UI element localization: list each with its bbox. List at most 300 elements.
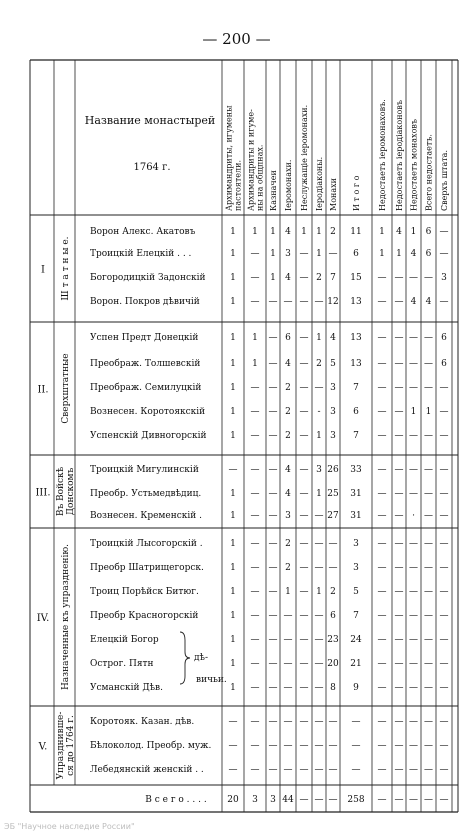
monastery-name: Вознесен. Коротоякскій — [90, 407, 206, 417]
column-header: Архимандриты и игуме- — [246, 109, 256, 211]
cell-value: — — [439, 717, 449, 727]
cell-value: — — [439, 431, 449, 441]
cell-value: — — [394, 683, 404, 693]
cell-value: — — [314, 717, 324, 727]
cell-value: 1 — [230, 683, 236, 693]
cell-value: — — [250, 611, 260, 621]
cell-value: 1 — [230, 297, 236, 307]
column-header: ны на общпнах. — [255, 144, 265, 211]
cell-value: — — [268, 489, 278, 499]
cell-value: 9 — [353, 683, 359, 693]
cell-value: 1 — [230, 383, 236, 393]
monastery-name: Троицкій Елецкій . . . — [90, 249, 192, 259]
cell-value: 1 — [230, 489, 236, 499]
monastery-name: Вознесен. Кременскій . — [90, 511, 202, 521]
cell-value: 5 — [353, 587, 359, 597]
group-roman-numeral: III. — [35, 487, 51, 499]
cell-value: — — [409, 489, 418, 499]
cell-value: 2 — [330, 587, 336, 597]
cell-value: — — [439, 683, 449, 693]
cell-value: — — [377, 431, 387, 441]
cell-value: 4 — [285, 359, 291, 369]
cell-value: 2 — [316, 359, 322, 369]
cell-value: 1 — [270, 273, 276, 283]
cell-value: — — [409, 539, 418, 549]
monastery-name: Острог. Пятн — [90, 659, 154, 669]
cell-value: — — [268, 683, 278, 693]
group-roman-numeral: I — [41, 264, 45, 276]
monastery-name: Троиц Порѣйск Битюг. — [90, 587, 199, 597]
cell-value: 1 — [252, 227, 258, 237]
cell-value: — — [424, 635, 433, 645]
cell-value: — — [409, 563, 418, 573]
cell-value: — — [439, 765, 449, 775]
cell-value: — — [377, 683, 387, 693]
group-label: Назначенные къ упраздненію. — [61, 543, 71, 691]
cell-value: 3 — [330, 383, 336, 393]
cell-value: 6 — [353, 407, 359, 417]
monastery-name: Успен Предт Донецкій — [90, 333, 199, 343]
cell-value: — — [377, 273, 387, 283]
cell-value: — — [268, 659, 278, 669]
cell-value: 23 — [327, 635, 339, 645]
cell-value: — — [439, 489, 449, 499]
cell-value: — — [351, 717, 361, 727]
cell-value: — — [394, 587, 404, 597]
cell-value: — — [314, 511, 324, 521]
cell-value: — — [250, 511, 260, 521]
monastery-name: Коротояк. Казан. дѣв. — [90, 717, 195, 727]
cell-value: 1 — [230, 249, 236, 259]
header-name-title: Название монастырей — [84, 114, 216, 127]
total-value: — — [328, 795, 338, 805]
cell-value: — — [299, 383, 309, 393]
cell-value: — — [268, 539, 278, 549]
cell-value: — — [250, 587, 260, 597]
cell-value: — — [299, 683, 309, 693]
cell-value: — — [299, 587, 309, 597]
cell-value: 3 — [353, 563, 359, 573]
monastery-name: Троицкій Лысогорскій . — [90, 539, 203, 549]
cell-value: — — [394, 333, 404, 343]
cell-value: 1 — [301, 227, 307, 237]
cell-value: — — [377, 539, 387, 549]
total-value: 44 — [282, 795, 294, 805]
cell-value: — — [283, 765, 293, 775]
cell-value: — — [424, 765, 433, 775]
cell-value: 1 — [425, 407, 432, 417]
cell-value: — — [314, 683, 324, 693]
cell-value: — — [314, 297, 324, 307]
cell-value: — — [250, 489, 260, 499]
cell-value: — — [377, 563, 387, 573]
cell-value: — — [299, 431, 309, 441]
cell-value: — — [424, 659, 433, 669]
cell-value: 6 — [353, 249, 359, 259]
cell-value: — — [377, 407, 387, 417]
monastery-name: Богородицкій Задонскій — [90, 273, 206, 283]
column-header: Іеромонахи. — [284, 159, 293, 211]
cell-value: 8 — [330, 683, 336, 693]
cell-value: — — [424, 511, 433, 521]
cell-value: — — [377, 489, 387, 499]
cell-value: — — [283, 659, 293, 669]
cell-value: 1 — [316, 587, 322, 597]
cell-value: — — [299, 297, 309, 307]
cell-value: — — [283, 635, 293, 645]
cell-value: — — [377, 383, 387, 393]
cell-value: — — [424, 741, 433, 751]
column-header: Всего недостаетъ. — [424, 134, 434, 211]
cell-value: — — [394, 511, 404, 521]
cell-value: 26 — [327, 465, 339, 475]
cell-value: — — [424, 563, 433, 573]
cell-value: 2 — [285, 563, 291, 573]
monastery-name: Преображ. Семилуцкій — [90, 383, 202, 393]
cell-value: 1 — [230, 511, 236, 521]
cell-value: — — [409, 383, 418, 393]
page-number: — 200 — — [202, 30, 271, 48]
cell-value: 1 — [230, 635, 236, 645]
cell-value: 3 — [316, 465, 322, 475]
cell-value: — — [439, 249, 449, 259]
cell-value: 13 — [350, 297, 362, 307]
cell-value: — — [314, 563, 324, 573]
cell-value: — — [299, 489, 309, 499]
brace-label: дѣ- — [194, 653, 209, 663]
column-header: Казначеи — [269, 170, 278, 211]
cell-value: 1 — [316, 489, 322, 499]
cell-value: 4 — [410, 297, 417, 307]
cell-value: — — [314, 383, 324, 393]
cell-value: — — [314, 611, 324, 621]
cell-value: — — [394, 717, 404, 727]
total-value: — — [409, 795, 418, 805]
cell-value: 4 — [410, 249, 417, 259]
cell-value: 12 — [327, 297, 339, 307]
cell-value: — — [409, 431, 418, 441]
cell-value: 3 — [353, 539, 359, 549]
cell-value: — — [299, 539, 309, 549]
cell-value: 33 — [350, 465, 362, 475]
cell-value: — — [328, 539, 338, 549]
monastery-name: Бѣлоколод. Преобр. муж. — [90, 741, 212, 751]
cell-value: — — [409, 659, 418, 669]
cell-value: — — [250, 431, 260, 441]
cell-value: — — [409, 741, 418, 751]
watermark: ЭБ "Научное наследие России" — [4, 822, 135, 831]
cell-value: — — [424, 587, 433, 597]
cell-value: 13 — [350, 333, 362, 343]
cell-value: — — [268, 563, 278, 573]
cell-value: — — [268, 717, 278, 727]
cell-value: — — [394, 431, 404, 441]
cell-value: — — [283, 611, 293, 621]
cell-value: 3 — [330, 407, 336, 417]
cell-value: — — [439, 511, 449, 521]
column-header: И т о г о — [352, 175, 361, 211]
cell-value: — — [299, 717, 309, 727]
cell-value: 2 — [316, 273, 322, 283]
cell-value: — — [268, 383, 278, 393]
cell-value: 1 — [410, 407, 417, 417]
cell-value: 6 — [425, 227, 432, 237]
cell-value: — — [377, 741, 387, 751]
column-header: Сверхъ штата. — [440, 150, 449, 211]
cell-value: — — [394, 659, 404, 669]
group-label: Сверхштатные — [61, 353, 71, 424]
cell-value: — — [250, 765, 260, 775]
cell-value: — — [439, 741, 449, 751]
group-label: Ш т а т н ы е. — [61, 236, 71, 301]
column-header: Недостаетъ іеродіаконовъ — [395, 100, 404, 211]
cell-value: — — [377, 659, 387, 669]
total-value: — — [314, 795, 324, 805]
monastery-name: Троицкій Мигулинскій — [90, 465, 199, 475]
cell-value: — — [268, 741, 278, 751]
total-value: — — [424, 795, 433, 805]
group-label: Въ Войскѣ — [56, 466, 66, 517]
cell-value: 5 — [330, 359, 336, 369]
cell-value: 3 — [285, 511, 291, 521]
cell-value: — — [394, 489, 404, 499]
cell-value: — — [299, 359, 309, 369]
cell-value: — — [299, 741, 309, 751]
cell-value: — — [268, 611, 278, 621]
cell-value: — — [424, 383, 433, 393]
cell-value: — — [228, 741, 238, 751]
cell-value: — — [299, 333, 309, 343]
cell-value: — — [439, 659, 449, 669]
cell-value: — — [250, 563, 260, 573]
cell-value: 4 — [396, 227, 402, 237]
cell-value: — — [377, 465, 387, 475]
cell-value: — — [283, 741, 293, 751]
cell-value: — — [268, 431, 278, 441]
group-roman-numeral: IV. — [36, 613, 50, 624]
cell-value: 4 — [330, 333, 336, 343]
cell-value: — — [314, 765, 324, 775]
cell-value: 2 — [285, 431, 291, 441]
cell-value: 1 — [316, 333, 322, 343]
total-value: — — [439, 795, 449, 805]
cell-value: 1 — [285, 587, 291, 597]
cell-value: — — [268, 765, 278, 775]
cell-value: 2 — [285, 539, 291, 549]
cell-value: — — [439, 227, 449, 237]
cell-value: — — [228, 765, 238, 775]
cell-value: — — [377, 511, 387, 521]
cell-value: 4 — [425, 297, 432, 307]
cell-value: 6 — [441, 333, 447, 343]
cell-value: — — [439, 407, 449, 417]
cell-value: — — [409, 587, 418, 597]
brace-label: вичьи. — [196, 675, 227, 685]
brace — [180, 632, 190, 684]
column-header: Неслужащіе іеромонахи. — [300, 104, 309, 211]
cell-value: — — [424, 539, 433, 549]
cell-value: 1 — [230, 227, 236, 237]
cell-value: — — [377, 717, 387, 727]
column-header: Недостаетъ монаховъ — [409, 119, 419, 211]
cell-value: — — [283, 297, 293, 307]
cell-value: — — [250, 297, 260, 307]
total-value: 3 — [270, 795, 276, 805]
cell-value: 2 — [285, 383, 291, 393]
cell-value: — — [424, 683, 433, 693]
cell-value: — — [424, 465, 433, 475]
cell-value: — — [299, 635, 309, 645]
cell-value: 13 — [350, 359, 362, 369]
cell-value: — — [250, 659, 260, 669]
total-value: 3 — [252, 795, 258, 805]
cell-value: — — [268, 465, 278, 475]
cell-value: — — [283, 717, 293, 727]
cell-value: — — [409, 635, 418, 645]
cell-value: — — [377, 635, 387, 645]
cell-value: 1 — [316, 249, 322, 259]
cell-value: — — [424, 717, 433, 727]
cell-value: — — [283, 683, 293, 693]
monastery-name: Лебедянскій женскій . . — [90, 765, 204, 775]
cell-value: — — [268, 587, 278, 597]
cell-value: — — [250, 635, 260, 645]
cell-value: — — [250, 383, 260, 393]
cell-value: 7 — [353, 431, 359, 441]
cell-value: 1 — [379, 227, 385, 237]
total-label: В с е г о . . . . — [145, 795, 207, 805]
cell-value: — — [439, 539, 449, 549]
cell-value: 6 — [441, 359, 447, 369]
cell-value: — — [377, 611, 387, 621]
cell-value: — — [409, 611, 418, 621]
cell-value: — — [299, 249, 309, 259]
cell-value: 7 — [353, 611, 359, 621]
cell-value: — — [328, 765, 338, 775]
cell-value: — — [394, 465, 404, 475]
cell-value: 1 — [252, 359, 258, 369]
cell-value: — — [394, 539, 404, 549]
cell-value: 1 — [379, 249, 385, 259]
cell-value: 4 — [285, 273, 291, 283]
cell-value: — — [409, 683, 418, 693]
cell-value: 6 — [285, 333, 291, 343]
cell-value: — — [268, 359, 278, 369]
cell-value: 1 — [230, 611, 236, 621]
cell-value: 3 — [330, 431, 336, 441]
cell-value: — — [268, 333, 278, 343]
total-value: — — [299, 795, 309, 805]
cell-value: — — [250, 407, 260, 417]
total-value: 20 — [227, 795, 239, 805]
cell-value: 2 — [285, 407, 291, 417]
monastery-name: Преображ. Толшевскій — [90, 359, 201, 369]
monastery-name: Преобр Красногорскій — [90, 611, 199, 621]
column-header: Іеродіаконы. — [315, 156, 324, 211]
header-name-year: 1764 г. — [133, 162, 171, 173]
monastery-name: Успенскій Дивногорскій — [90, 431, 207, 441]
cell-value: — — [268, 635, 278, 645]
monastery-name: Елецкій Богор — [90, 635, 159, 645]
cell-value: 1 — [230, 563, 236, 573]
cell-value: — — [409, 273, 418, 283]
cell-value: 31 — [350, 489, 362, 499]
column-header: пастоятели. — [233, 160, 243, 211]
cell-value: — — [268, 511, 278, 521]
cell-value: — — [377, 765, 387, 775]
cell-value: — — [328, 249, 338, 259]
cell-value: 1 — [316, 431, 322, 441]
cell-value: 4 — [285, 465, 291, 475]
cell-value: — — [439, 635, 449, 645]
cell-value: — — [439, 383, 449, 393]
cell-value: 6 — [425, 249, 432, 259]
cell-value: 11 — [350, 227, 362, 237]
cell-value: 1 — [230, 539, 236, 549]
cell-value: — — [250, 465, 260, 475]
cell-value: — — [328, 741, 338, 751]
column-header: Архимандриты, игумены — [224, 105, 234, 211]
cell-value: — — [394, 359, 404, 369]
cell-value: — — [424, 333, 433, 343]
cell-value: — — [377, 297, 387, 307]
cell-value: — — [314, 741, 324, 751]
cell-value: — — [409, 333, 418, 343]
cell-value: — — [394, 611, 404, 621]
cell-value: — — [394, 383, 404, 393]
total-value: 258 — [347, 795, 365, 805]
cell-value: — — [394, 635, 404, 645]
cell-value: 7 — [353, 383, 359, 393]
cell-value: 3 — [441, 273, 447, 283]
cell-value: — — [351, 741, 361, 751]
cell-value: — — [424, 359, 433, 369]
group-label: Упразднивше- — [56, 711, 66, 780]
cell-value: — — [228, 465, 238, 475]
cell-value: — — [351, 765, 361, 775]
cell-value: — — [439, 465, 449, 475]
cell-value: 1 — [270, 227, 276, 237]
cell-value: 20 — [327, 659, 339, 669]
cell-value: — — [409, 465, 418, 475]
monastery-name: Усманскій Дѣв. — [90, 683, 163, 693]
cell-value: · — [412, 511, 415, 521]
cell-value: — — [424, 431, 433, 441]
cell-value: 15 — [350, 273, 362, 283]
cell-value: — — [439, 563, 449, 573]
monastery-name: Преобр. Устьмедвѣдиц. — [90, 489, 202, 499]
cell-value: — — [299, 407, 309, 417]
group-label: Донскомъ — [66, 467, 76, 516]
column-header: Монахи — [329, 178, 338, 211]
cell-value: — — [250, 741, 260, 751]
group-roman-numeral: V. — [38, 741, 48, 753]
cell-value: 1 — [230, 587, 236, 597]
cell-value: — — [299, 465, 309, 475]
cell-value: 1 — [230, 273, 236, 283]
cell-value: — — [268, 297, 278, 307]
cell-value: — — [250, 717, 260, 727]
cell-value: 6 — [330, 611, 336, 621]
cell-value: — — [409, 359, 418, 369]
monastery-name: Преобр Шатрищегорск. — [90, 563, 204, 573]
cell-value: — — [299, 765, 309, 775]
cell-value: — — [424, 611, 433, 621]
cell-value: — — [424, 273, 433, 283]
cell-value: 1 — [230, 333, 236, 343]
cell-value: — — [228, 717, 238, 727]
cell-value: - — [317, 407, 321, 417]
